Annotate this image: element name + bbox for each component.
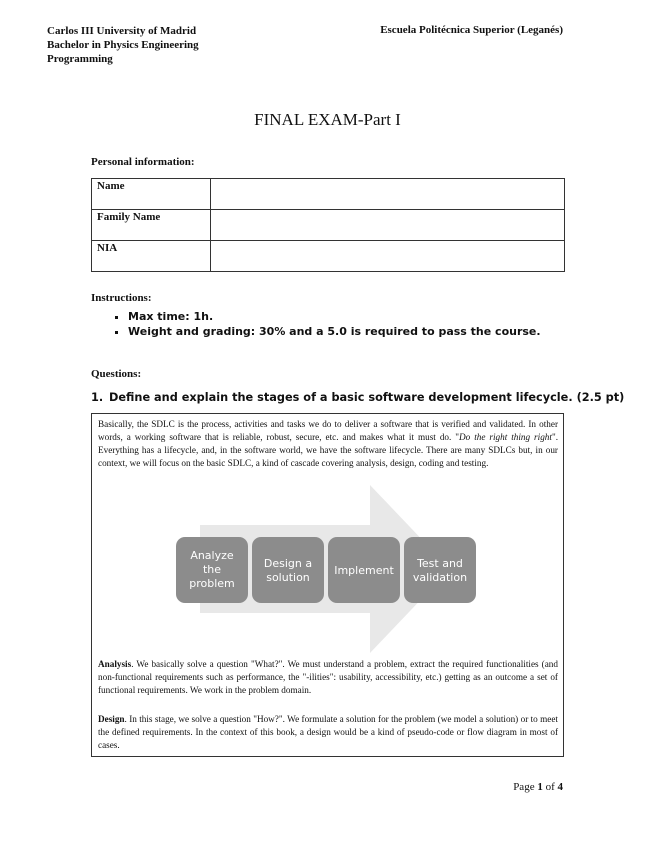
family-name-label: Family Name [92,210,211,241]
design-term: Design [98,714,125,724]
questions-label: Questions: [91,368,142,380]
question-1 [91,391,624,404]
list-item: ▪ Max time: 1h. [128,309,541,324]
motto-italic: Do the right thing right [459,432,552,442]
header-left [47,24,199,66]
page-number: Page 1 of 4 [513,781,563,793]
table-row [92,179,565,210]
degree-name: Bachelor in Physics Engineering [47,39,199,51]
question-number: 1. [91,391,104,404]
sdlc-diagram [170,485,482,655]
family-name-field[interactable] [211,210,565,241]
analysis-paragraph: Analysis. We basically solve a question "What?". We must understand a problem, extract the required functionalities (and non-functional requirements such as performance, the "-ilities": usability, accessibility, etc.) getting as an outcome a set of functional requirements. We work in the problem domain. [98,659,558,695]
stage-test-box [404,537,476,603]
stage-analyze-label: Analyze the problem [189,549,235,590]
personal-info-label: Personal information: [91,156,195,168]
analysis-term: Analysis [98,659,132,669]
nia-label: NIA [92,241,211,272]
instructions-label: Instructions: [91,292,152,304]
answer-intro: Basically, the SDLC is the process, activities and tasks we do to deliver a software that is verified and validated. In other words, a working software that is reliable, robust, secure, etc. and makes what it must do. "Do the right thing right". Everything has a lifecycle, and, in the software world, we have the software lifecycle. There are many SDLCs but, in our context, we will focus on the basic SDLC, a kind of cascade covering analysis, design, coding and testing. [98,419,558,468]
page-title: FINAL EXAM-Part I [254,110,401,129]
design-paragraph: Design. In this stage, we solve a question "How?". We formulate a solution for the problem (we model a solution) or to meet the defined requirements. In the context of this book, a design would be a kind of pseudo-code or flow diagram in most of cases. [98,714,558,750]
instructions-list [110,309,541,339]
stage-design-box [252,537,324,603]
school-name: Escuela Politécnica Superior (Leganés) [380,24,563,36]
nia-field[interactable] [211,241,565,272]
course-name: Programming [47,53,113,65]
list-item: ▪ Weight and grading: 30% and a 5.0 is required to pass the course. [128,324,541,339]
personal-info-table [91,178,565,272]
stage-test-label: Test and validation [412,557,468,584]
name-label: Name [92,179,211,210]
table-row [92,241,565,272]
table-row [92,210,565,241]
stage-design-label: Design a solution [263,557,313,584]
question-text: Define and explain the stages of a basic software development lifecycle. (2.5 pt) [109,391,625,404]
stage-implement-label: Implement [334,564,394,577]
university-name: Carlos III University of Madrid [47,25,197,37]
name-field[interactable] [211,179,565,210]
